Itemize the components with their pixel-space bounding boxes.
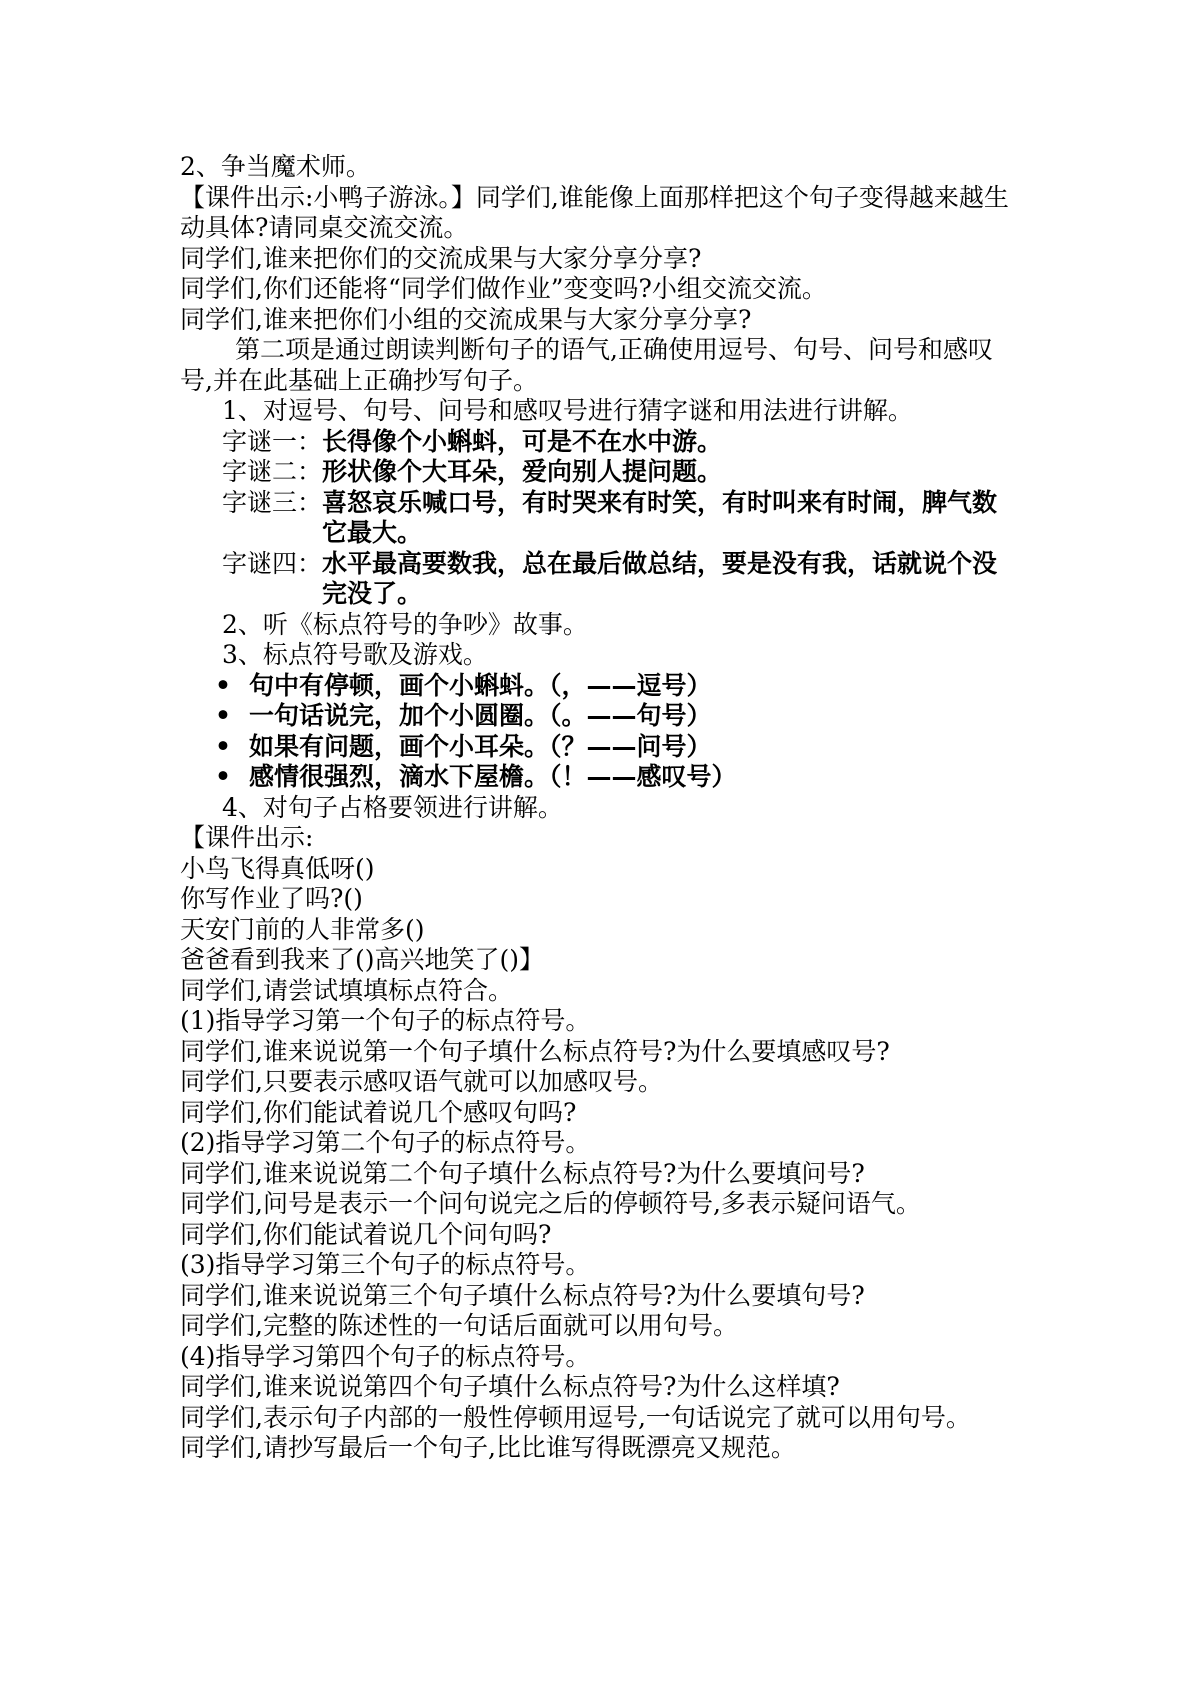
courseware-sentence: 你写作业了吗?() (180, 884, 363, 913)
step-4: 4、对句子占格要领进行讲解。 (222, 792, 563, 822)
riddle-1 (180, 427, 1020, 458)
riddle-label: 字谜一： (222, 426, 323, 456)
discussion-line: 同学们,只要表示感叹语气就可以加感叹号。 (180, 1067, 663, 1096)
step-3: 3、标点符号歌及游戏。 (222, 640, 488, 669)
paragraph-intro: 第二项是通过朗读判断句子的语气,正确使用逗号、句号、问号和感叹号,并在此基础上正确抄写句子。 (180, 335, 993, 395)
discussion-line: 同学们,完整的陈述性的一句话后面就可以用句号。 (180, 1311, 738, 1340)
paragraph: 【课件出示:小鸭子游泳。】同学们,谁能像上面那样把这个句子变得越来越生动具体?请同桌交流交流。 (180, 182, 1009, 242)
bullet-text: 句中有停顿，画个小蝌蚪。（，——逗号） (249, 670, 712, 700)
bullet-item (180, 762, 1020, 793)
bullet-item (180, 671, 1020, 702)
riddle-2 (180, 457, 1020, 488)
paragraph: 同学们,谁来把你们的交流成果与大家分享分享? (180, 243, 702, 273)
riddle-text: 长得像个小蝌蚪，可是不在水中游。 (322, 426, 723, 456)
discussion-line: 同学们,谁来说说第一个句子填什么标点符号?为什么要填感叹号? (180, 1036, 890, 1066)
discussion-line: (2)指导学习第二个句子的标点符号。 (180, 1128, 591, 1157)
discussion-line: 同学们,表示句子内部的一般性停顿用逗号,一句话说完了就可以用句号。 (180, 1402, 971, 1432)
bullet-item (180, 701, 1020, 732)
discussion-line: 同学们,你们能试着说几个感叹句吗? (180, 1097, 577, 1127)
courseware-open: 【课件出示: (180, 823, 314, 852)
discussion-line: 同学们,问号是表示一个问句说完之后的停顿符号,多表示疑问语气。 (180, 1189, 921, 1218)
discussion-line: 同学们,谁来说说第二个句子填什么标点符号?为什么要填问号? (180, 1158, 865, 1188)
discussion-line: 同学们,你们能试着说几个问句吗? (180, 1219, 552, 1249)
discussion-line: 同学们,谁来说说第三个句子填什么标点符号?为什么要填句号? (180, 1280, 865, 1310)
riddle-text: 喜怒哀乐喊口号，有时哭来有时笑，有时叫来有时闹，脾气数它最大。 (322, 487, 998, 547)
discussion-line: 同学们,谁来说说第四个句子填什么标点符号?为什么这样填? (180, 1372, 840, 1401)
bullet-item (180, 732, 1020, 763)
bullet-text: 一句话说完，加个小圆圈。（。——句号） (249, 701, 712, 730)
courseware-sentence: 小鸟飞得真低呀() (180, 853, 375, 883)
step-1: 1、对逗号、句号、问号和感叹号进行猜字谜和用法进行讲解。 (222, 396, 913, 425)
bullet-dot-icon: • (215, 701, 231, 730)
discussion-line: (3)指导学习第三个句子的标点符号。 (180, 1250, 591, 1279)
riddle-label: 字谜二： (222, 457, 323, 486)
bullet-text: 如果有问题，画个小耳朵。（？——问号） (249, 731, 712, 761)
paragraph: 同学们,你们还能将“同学们做作业”变变吗?小组交流交流。 (180, 274, 827, 303)
riddle-text: 水平最高要数我，总在最后做总结，要是没有我，话就说个没完没了。 (322, 548, 998, 608)
document-page (180, 152, 1020, 1464)
courseware-sentence: 天安门前的人非常多() (180, 914, 425, 944)
riddle-3 (180, 488, 1020, 549)
riddle-text: 形状像个大耳朵，爱向别人提问题。 (322, 457, 723, 486)
paragraph: 同学们,谁来把你们小组的交流成果与大家分享分享? (180, 304, 752, 334)
section-heading: 2、争当魔术师。 (180, 152, 371, 181)
riddle-label: 字谜三： (222, 487, 323, 517)
bullet-dot-icon: • (215, 670, 231, 700)
riddle-4 (180, 549, 1020, 610)
bullet-text: 感情很强烈，滴水下屋檐。（！——感叹号） (249, 762, 737, 791)
courseware-sentence: 爸爸看到我来了()高兴地笑了()】 (180, 945, 545, 974)
discussion-line: 同学们,请抄写最后一个句子,比比谁写得既漂亮又规范。 (180, 1433, 796, 1462)
bullet-dot-icon: • (215, 731, 231, 761)
discussion-line: (4)指导学习第四个句子的标点符号。 (180, 1341, 591, 1371)
bullet-dot-icon: • (215, 762, 231, 791)
discussion-line: 同学们,请尝试填填标点符合。 (180, 975, 513, 1005)
step-2: 2、听《标点符号的争吵》故事。 (222, 609, 588, 639)
riddle-label: 字谜四： (222, 548, 323, 578)
discussion-line: (1)指导学习第一个句子的标点符号。 (180, 1006, 591, 1035)
